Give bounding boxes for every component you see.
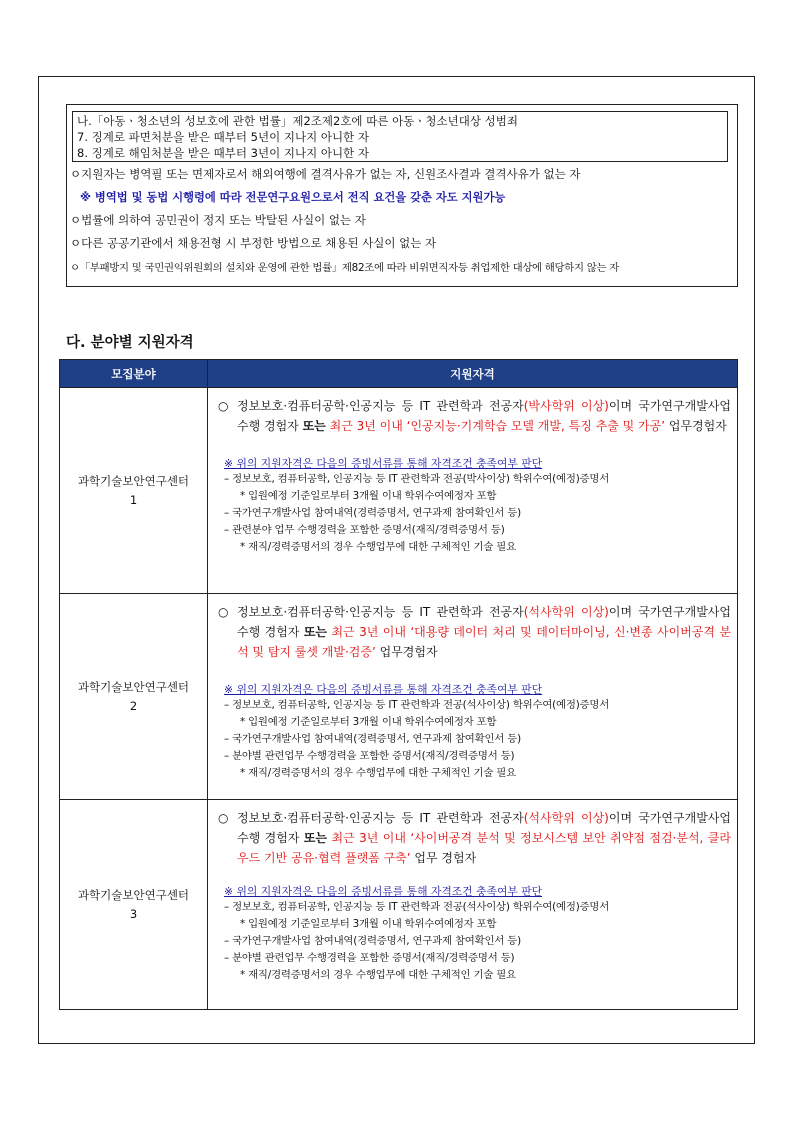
- table-row: [60, 594, 738, 800]
- main-requirement: [218, 808, 731, 868]
- table-header-row: [60, 360, 738, 388]
- circle-bullet-icon: ○: [218, 811, 229, 825]
- field-name: 과학기술보안연구센터: [77, 887, 190, 902]
- document-subnote: * 재직/경력증명서의 경우 수행업무에 대한 구체적인 기술 필요: [240, 767, 516, 779]
- document-item: – 국가연구개발사업 참여내역(경력증명서, 연구과제 참여확인서 등): [224, 507, 521, 519]
- degree-requirement: (석사학위 이상): [523, 811, 609, 825]
- disqualification-box: [72, 111, 728, 162]
- degree-requirement: (석사학위 이상): [523, 605, 609, 619]
- table-row: [60, 388, 738, 594]
- req-text: 이며 국가연구개발사업 수행 경험자: [237, 399, 731, 433]
- degree-requirement: (박사학위 이상): [523, 399, 609, 413]
- document-item: – 정보보호, 컴퓨터공학, 인공지능 등 IT 관련학과 전공(박사이상) 학위수여(예정)증명서: [224, 473, 610, 485]
- req-text: 이며 국가연구개발사업 수행 경험자: [237, 605, 731, 639]
- document-item: – 관련분야 업무 수행경력을 포함한 증명서(재직/경력증명서 등): [224, 524, 505, 536]
- req-text: 정보보호·컴퓨터공학·인공지능 등 IT 관련학과 전공자: [237, 811, 524, 825]
- document-subnote: * 입원예정 기준일로부터 3개월 이내 학위수여예정자 포함: [240, 918, 497, 930]
- req-text: 업무 경험자: [410, 851, 477, 865]
- req-text: 정보보호·컴퓨터공학·인공지능 등 IT 관련학과 전공자: [237, 605, 524, 619]
- document-item: – 분야별 관련업무 수행경력을 포함한 증명서(재직/경력증명서 등): [224, 952, 515, 964]
- document-item: – 정보보호, 컴퓨터공학, 인공지능 등 IT 관련학과 전공(석사이상) 학위수여(예정)증명서: [224, 699, 610, 711]
- recent-experience: 최근 3년 이내 ‘사이버공격 분석 및 정보시스템 보안 취약점 점검·분석, 클라우드 기반 공유·협력 플랫폼 구축’: [237, 831, 731, 865]
- evidence-note: ※ 위의 지원자격은 다음의 증빙서류를 통해 자격조건 충족여부 판단: [224, 683, 543, 696]
- document-item: – 분야별 관련업무 수행경력을 포함한 증명서(재직/경력증명서 등): [224, 750, 515, 762]
- req-text: 정보보호·컴퓨터공학·인공지능 등 IT 관련학과 전공자: [237, 399, 524, 413]
- req-text: 이며 국가연구개발사업 수행 경험자: [237, 811, 731, 845]
- field-name: 과학기술보안연구센터: [77, 679, 190, 694]
- circle-bullet-icon: ○: [218, 605, 229, 619]
- eligibility-item: ㅇ지원자는 병역필 또는 면제자로서 해외여행에 결격사유가 없는 자, 신원조사결과 결격사유가 없는 자: [70, 167, 581, 181]
- document-item: – 정보보호, 컴퓨터공학, 인공지능 등 IT 관련학과 전공(석사이상) 학위수여(예정)증명서: [224, 901, 610, 913]
- document-item: – 국가연구개발사업 참여내역(경력증명서, 연구과제 참여확인서 등): [224, 935, 521, 947]
- field-cell: [60, 388, 208, 594]
- qualification-cell: [208, 388, 738, 594]
- or-keyword: 또는: [303, 625, 328, 639]
- document-subnote: * 입원예정 기준일로부터 3개월 이내 학위수여예정자 포함: [240, 490, 497, 502]
- disqualification-item: 8. 징계로 해임처분을 받은 때부터 3년이 지나지 아니한 자: [77, 146, 369, 160]
- table-row: [60, 800, 738, 1010]
- field-name: 과학기술보안연구센터: [77, 473, 190, 488]
- disqualification-item: 7. 징계로 파면처분을 받은 때부터 5년이 지나지 아니한 자: [77, 130, 369, 144]
- field-number: 2: [129, 698, 138, 713]
- evidence-note: ※ 위의 지원자격은 다음의 증빙서류를 통해 자격조건 충족여부 판단: [224, 457, 543, 470]
- document-subnote: * 재직/경력증명서의 경우 수행업무에 대한 구체적인 기술 필요: [240, 541, 516, 553]
- document-item: – 국가연구개발사업 참여내역(경력증명서, 연구과제 참여확인서 등): [224, 733, 521, 745]
- field-number: 3: [129, 906, 138, 921]
- field-cell: [60, 594, 208, 800]
- recent-experience: 최근 3년 이내 ‘인공지능·기계학습 모델 개발, 특징 추출 및 가공’: [329, 419, 666, 433]
- req-text: 업무경험자: [375, 645, 438, 659]
- main-requirement: [218, 396, 731, 436]
- header-qualification: 지원자격: [208, 360, 738, 388]
- eligibility-item: ㅇ법률에 의하여 공민권이 정지 또는 박탈된 사실이 없는 자: [70, 213, 366, 227]
- qualification-cell: [208, 594, 738, 800]
- eligibility-item: ㅇ「부패방지 및 국민권익위원회의 설치와 운영에 관한 법률」제82조에 따라 비위면직자등 취업제한 대상에 해당하지 않는 자: [70, 262, 619, 274]
- eligibility-item: ㅇ다른 공공기관에서 채용전형 시 부정한 방법으로 채용된 사실이 없는 자: [70, 236, 437, 250]
- or-keyword: 또는: [302, 419, 326, 433]
- qualification-cell: [208, 800, 738, 1010]
- qualification-table: [59, 359, 738, 1010]
- circle-bullet-icon: ○: [218, 399, 229, 413]
- req-text: 업무경험자: [665, 419, 727, 433]
- evidence-note: ※ 위의 지원자격은 다음의 증빙서류를 통해 자격조건 충족여부 판단: [224, 885, 543, 898]
- field-number: 1: [129, 492, 138, 507]
- header-field: 모집분야: [60, 360, 208, 388]
- document-subnote: * 입원예정 기준일로부터 3개월 이내 학위수여예정자 포함: [240, 716, 497, 728]
- main-requirement: [218, 602, 731, 662]
- section-title: 다. 분야별 지원자격: [66, 335, 194, 351]
- eligibility-note: ※ 병역법 및 동법 시행령에 따라 전문연구요원으로서 전직 요건을 갖춘 자도 지원가능: [80, 191, 506, 204]
- field-cell: [60, 800, 208, 1010]
- disqualification-item: 나.「아동ㆍ청소년의 성보호에 관한 법률」제2조제2호에 따른 아동ㆍ청소년대상 성범죄: [77, 114, 518, 128]
- or-keyword: 또는: [303, 831, 328, 845]
- document-subnote: * 재직/경력증명서의 경우 수행업무에 대한 구체적인 기술 필요: [240, 969, 516, 981]
- recent-experience: 최근 3년 이내 ‘대용량 데이터 처리 및 데이터마이닝, 신·변종 사이버공격 분석 및 탐지 룰셋 개발·검증’: [237, 625, 731, 659]
